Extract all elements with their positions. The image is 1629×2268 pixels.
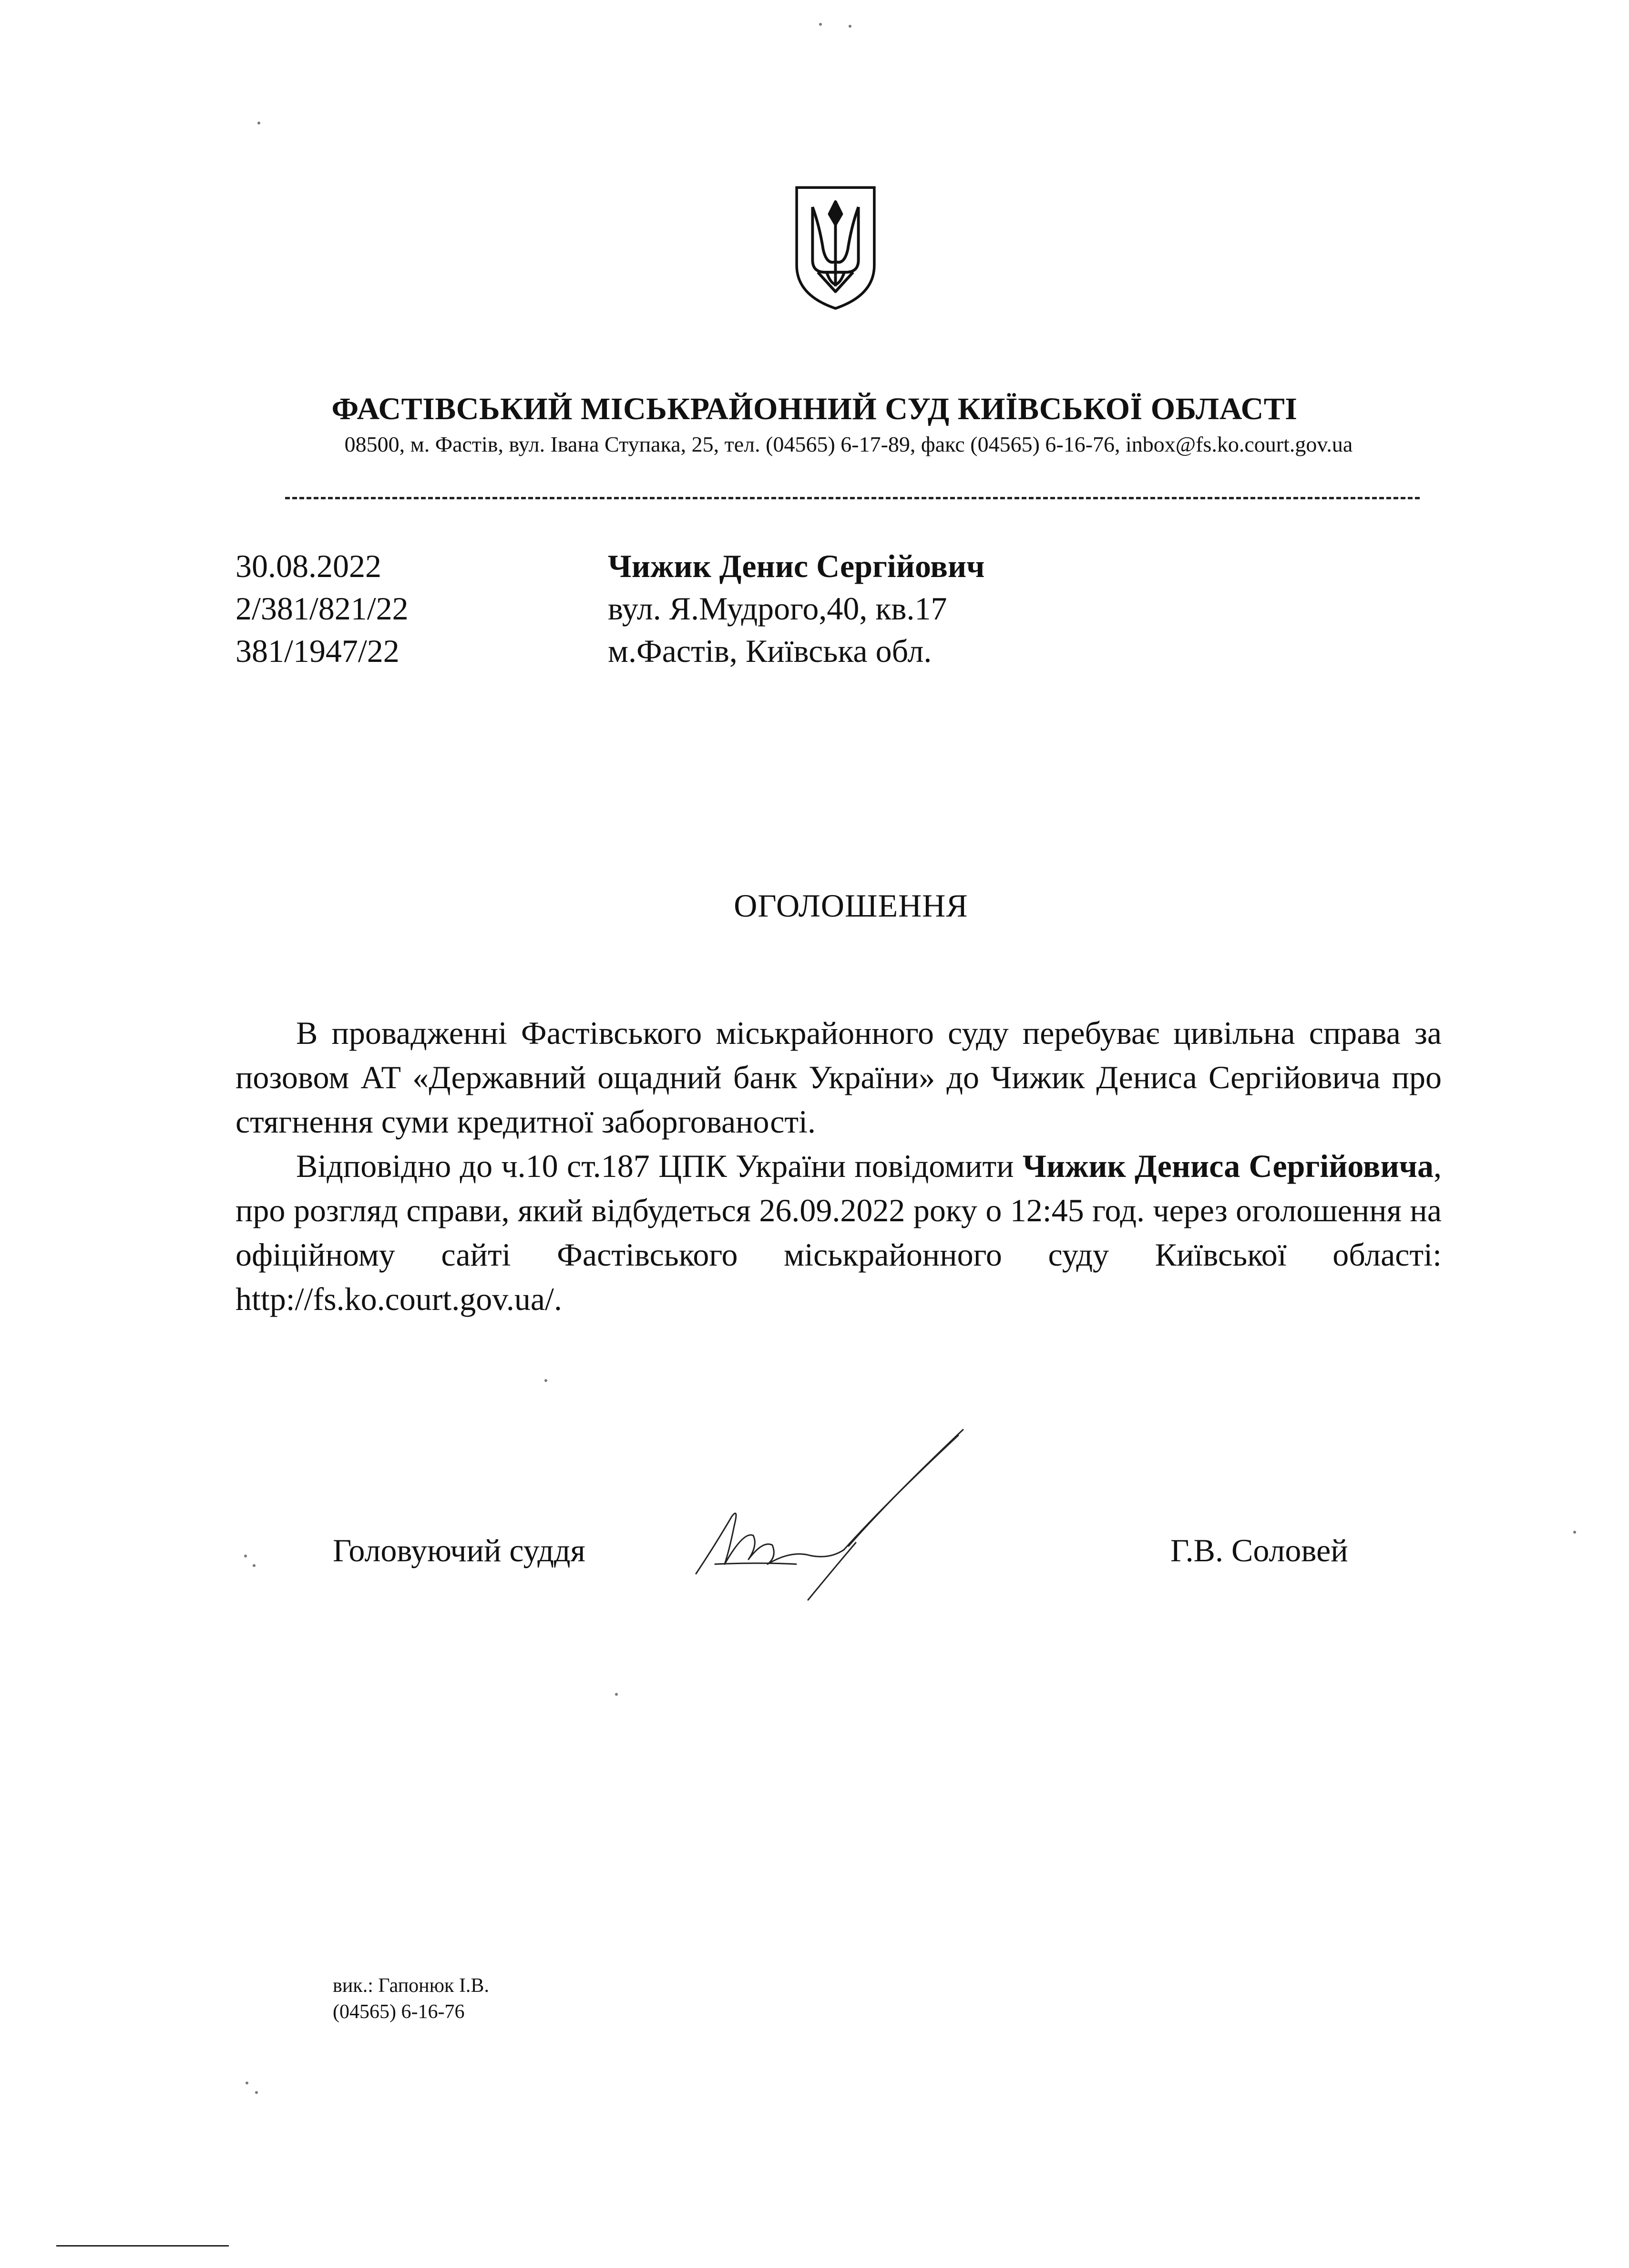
- executor-phone: (04565) 6-16-76: [333, 2001, 465, 2023]
- scan-speck: [1573, 1531, 1576, 1534]
- notice-title: ОГОЛОШЕННЯ: [734, 887, 968, 924]
- scan-speck: [257, 122, 260, 124]
- header-divider: [285, 497, 1420, 499]
- notice-paragraph-2: [236, 1144, 1442, 1321]
- court-name: ФАСТІВСЬКИЙ МІСЬКРАЙОННИЙ СУД КИЇВСЬКОЇ ОБЛАСТІ: [331, 392, 1298, 426]
- notice-defendant-name: Чижик Дениса Сергійовича: [1022, 1148, 1434, 1184]
- scan-speck: [849, 25, 851, 28]
- scan-speck: [255, 2091, 258, 2094]
- scan-speck: [615, 1693, 618, 1696]
- bottom-edge-line: [56, 2245, 229, 2247]
- recipient-name: Чижик Денис Сергійович: [608, 548, 985, 584]
- judge-name: Г.В. Соловей: [1170, 1532, 1348, 1568]
- recipient-city: м.Фастів, Київська обл.: [608, 633, 932, 669]
- scan-speck: [246, 2082, 248, 2084]
- notice-paragraph-1: В провадженні Фастівського міськрайонного суду перебуває цивільна справа за позовом АТ «Державний ощадний банк України» до Чижик Дениса Сергійовича про стягнення суми кредитної заборгованості.: [236, 1015, 1442, 1140]
- scan-speck: [244, 1555, 247, 1557]
- case-number: 2/381/821/22: [236, 590, 409, 627]
- scan-speck: [819, 23, 822, 26]
- outgoing-number: 381/1947/22: [236, 633, 400, 669]
- judge-title: Головуючий суддя: [333, 1532, 585, 1568]
- notice-paragraph-2-start: Відповідно до ч.10 ст.187 ЦПК України повідомити: [296, 1148, 1023, 1184]
- trident-coat-of-arms-icon: [791, 184, 880, 312]
- notice-paragraph-2-end: , про розгляд справи, який відбудеться 26.09.2022 року о 12:45 год. через оголошення на офіційному сайті Фастівського міськрайонного суду Київської області: http://fs.ko.court.gov.ua/.: [236, 1148, 1442, 1317]
- document-date: 30.08.2022: [236, 548, 381, 584]
- recipient-street: вул. Я.Мудрого,40, кв.17: [608, 590, 947, 627]
- scan-speck: [253, 1564, 256, 1567]
- court-address: 08500, м. Фастів, вул. Івана Ступака, 25, тел. (04565) 6-17-89, факс (04565) 6-16-76, inbox@fs.ko.court.gov.ua: [344, 432, 1353, 456]
- scan-speck: [544, 1379, 547, 1382]
- executor-name: вик.: Гапонюк І.В.: [333, 1975, 489, 1997]
- notice-body: [236, 1011, 1442, 1321]
- handwritten-signature-icon: [686, 1421, 982, 1602]
